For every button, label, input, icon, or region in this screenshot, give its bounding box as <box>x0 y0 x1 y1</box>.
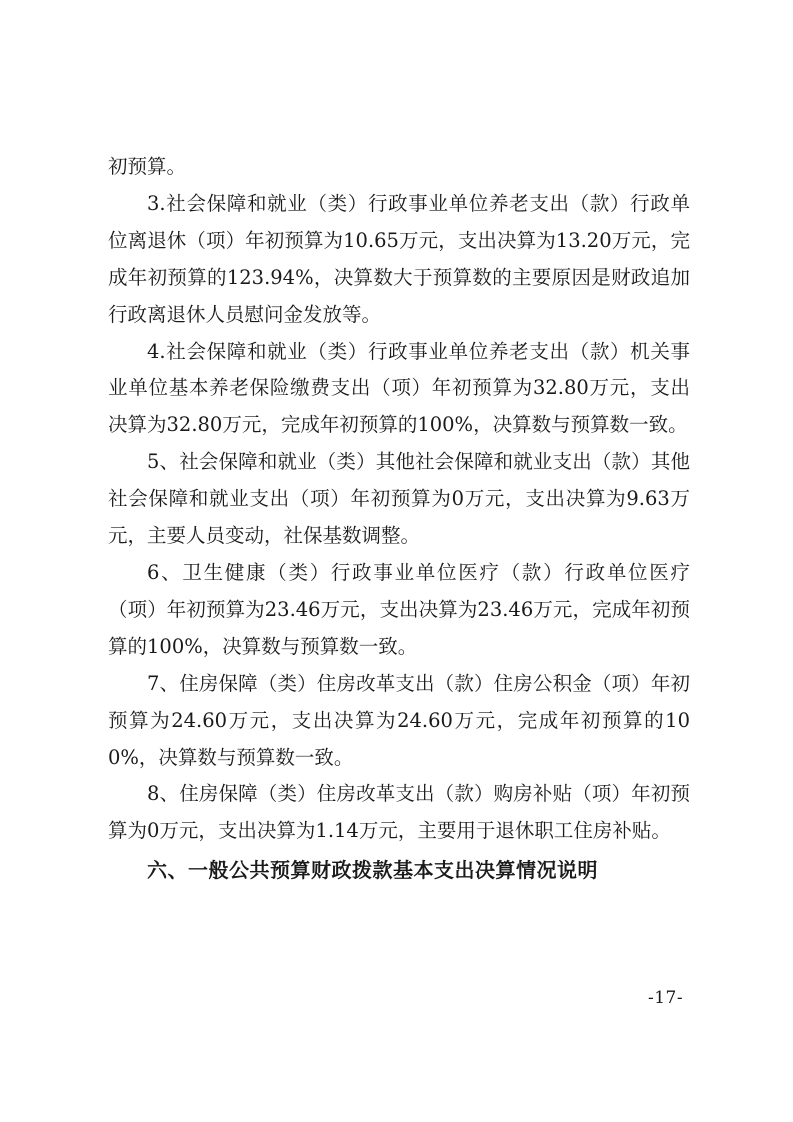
section-heading: 六、一般公共预算财政拨款基本支出决算情况说明 <box>147 858 598 883</box>
paragraph-item-7: 7、住房保障（类）住房改革支出（款）住房公积金（项）年初预算为24.60万元，支出决算为24.60万元，完成年初预算的100%，决算数与预算数一致。 <box>108 671 690 769</box>
paragraph-item-4: 4.社会保障和就业（类）行政事业单位养老支出（款）机关事业单位基本养老保险缴费支出（项）年初预算为32.80万元，支出决算为32.80万元，完成年初预算的100%，决算数与预算数一致。 <box>108 339 690 437</box>
paragraph-item-6: 6、卫生健康（类）行政事业单位医疗（款）行政单位医疗（项）年初预算为23.46万元，支出决算为23.46万元，完成年初预算的100%，决算数与预算数一致。 <box>108 560 690 658</box>
paragraph-item-3: 3.社会保障和就业（类）行政事业单位养老支出（款）行政单位离退休（项）年初预算为10.65万元，支出决算为13.20万元，完成年初预算的123.94%，决算数大于预算数的主要原因是财政追加行政离退休人员慰问金发放等。 <box>108 191 690 326</box>
paragraph-item-5: 5、社会保障和就业（类）其他社会保障和就业支出（款）其他社会保障和就业支出（项）年初预算为0万元，支出决算为9.63万元，主要人员变动，社保基数调整。 <box>108 450 690 548</box>
page-number: -17- <box>648 988 684 1008</box>
document-body <box>108 149 690 890</box>
paragraph-item-8: 8、住房保障（类）住房改革支出（款）购房补贴（项）年初预算为0万元，支出决算为1.14万元，主要用于退休职工住房补贴。 <box>108 782 690 843</box>
paragraph-continuation: 初预算。 <box>108 155 187 178</box>
